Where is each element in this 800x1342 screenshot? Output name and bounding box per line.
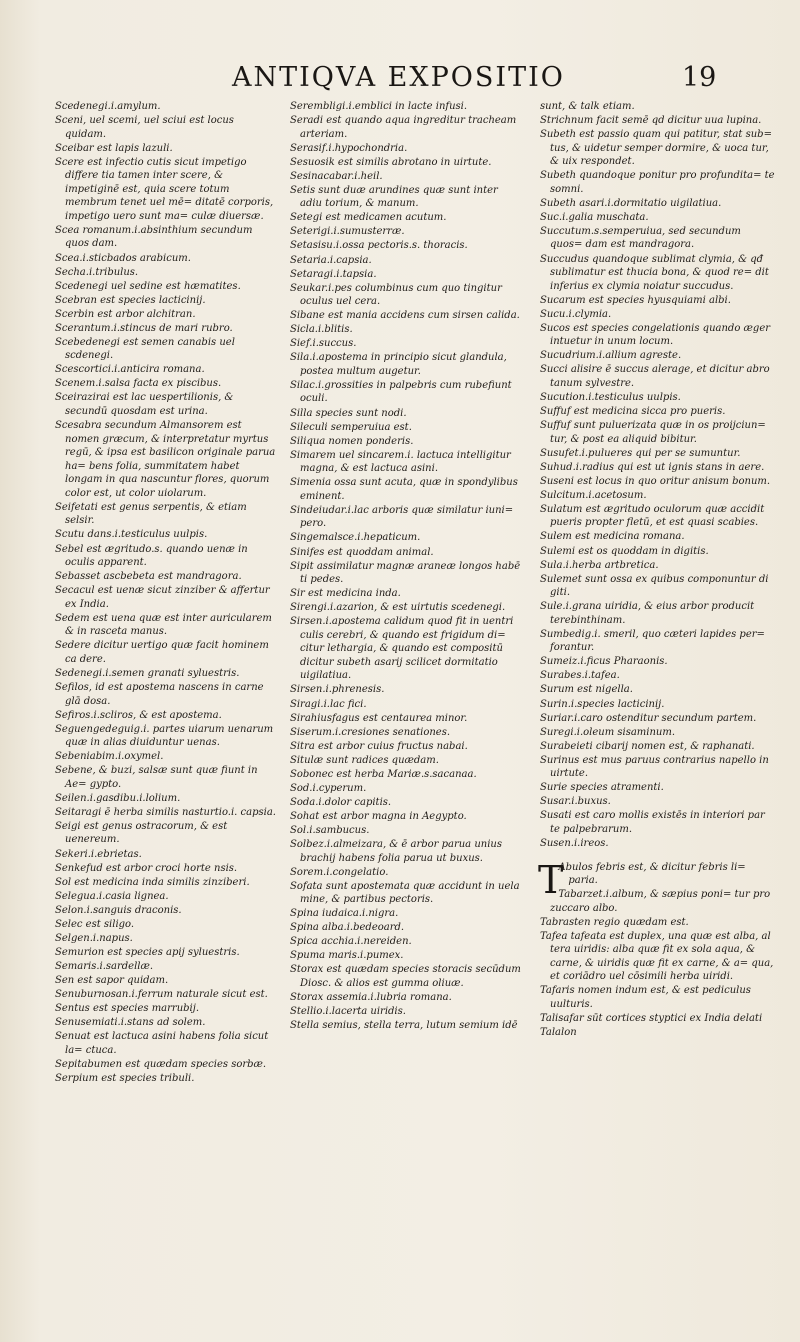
dictionary-entry: Sirengi.i.azarion, & est uirtutis scedenegi.	[290, 602, 506, 614]
dictionary-entry: Senkefud est arbor croci horte nsis.	[55, 862, 238, 874]
dictionary-entry: Sulemi est os quoddam in digitis.	[540, 545, 709, 557]
dictionary-entry: Surin.i.species lacticinij.	[540, 698, 665, 710]
dictionary-entry: Sceirazirai est lac uespertilionis, & secundū quosdam est urina.	[55, 392, 234, 418]
dictionary-entry: Sief.i.succus.	[290, 338, 357, 350]
dictionary-entry: Sula.i.herba artbretica.	[540, 559, 659, 571]
dictionary-entry: Sebene, & buzi, salsæ sunt quæ fiunt in Ae= gypto.	[55, 765, 258, 790]
dictionary-entry: Sicla.i.blitis.	[290, 324, 353, 336]
dictionary-entry: Siliqua nomen ponderis.	[290, 435, 414, 447]
dictionary-entry: Silla species sunt nodi.	[290, 407, 407, 419]
dictionary-entry: Sefilos, id est apostema nascens in carne glā dosa.	[55, 681, 264, 707]
dictionary-entry: Talalon	[540, 1027, 577, 1039]
dictionary-entry: Suffuf sunt puluerizata quæ in os proijciun= tur, & post ea aliquid bibitur.	[540, 420, 766, 445]
dictionary-entry: Sedere dicitur uertigo quæ facit hominem ca dere.	[55, 640, 269, 665]
dictionary-entry: Suhud.i.radius qui est ut ignis stans in aere.	[540, 461, 765, 473]
dictionary-entry: Suffuf est medicina sicca pro pueris.	[540, 406, 726, 418]
dictionary-entry: Seradi est quando aqua ingreditur tracheam arteriam.	[290, 115, 517, 140]
dictionary-entry: Sibane est mania accidens cum sirsen calida.	[290, 310, 520, 322]
dictionary-entry: Talisafar sūt cortices styptici ex India delati	[540, 1013, 763, 1025]
dictionary-entry: Sucution.i.testiculus uulpis.	[540, 391, 681, 403]
dictionary-entry: Surabes.i.tafea.	[540, 670, 620, 682]
dictionary-entry: Sebasset ascbebeta est mandragora.	[55, 571, 242, 583]
dictionary-entry: Solbez.i.almeizara, & ē arbor parua unius brachij habens folia parua ut buxus.	[290, 838, 502, 864]
dictionary-entry: Sekeri.i.ebrietas.	[55, 848, 142, 860]
dictionary-entry: Tabarzet.i.album, & sæpius poni= tur pro zuccaro albo.	[550, 889, 771, 914]
dictionary-entry: Scebran est species lacticinij.	[55, 294, 206, 306]
dictionary-entry: Selgen.i.napus.	[55, 932, 133, 944]
dictionary-entry: Sumeiz.i.ficus Pharaonis.	[540, 656, 668, 668]
dictionary-entry: Sesuosik est similis abrotano in uirtute.	[290, 156, 492, 168]
text-column-right	[540, 100, 776, 1040]
dictionary-entry: Semurion est species apij syluestris.	[55, 946, 240, 958]
dictionary-entry: Simenia ossa sunt acuta, quæ in spondylibus eminent.	[290, 477, 518, 502]
dictionary-entry: Sucu.i.clymia.	[540, 308, 612, 320]
dictionary-entry: Sulemet sunt ossa ex quibus componuntur di giti.	[540, 573, 769, 599]
dictionary-entry: Siragi.i.lac fici.	[290, 698, 367, 710]
dictionary-entry: Suseni est locus in quo oritur anisum bonum.	[540, 475, 771, 487]
dictionary-entry: Suregi.i.oleum sisaminum.	[540, 726, 676, 738]
dictionary-entry: Subeth asari.i.dormitatio uigilatiua.	[540, 197, 722, 209]
dictionary-entry: Setis sunt duæ arundines quæ sunt inter adiu torium, & manum.	[290, 184, 498, 210]
dictionary-entry: Spina iudaica.i.nigra.	[290, 908, 399, 920]
dictionary-entry: Sitra est arbor cuius fructus nabai.	[290, 740, 468, 752]
dictionary-entry: Scerbin est arbor alchitran.	[55, 308, 196, 320]
dictionary-entry: Sefiros.i.scliros, & est apostema.	[55, 709, 222, 721]
dictionary-entry: Spina alba.i.bedeoard.	[290, 922, 405, 934]
dictionary-entry: Surabeieti cibarij nomen est, & raphanati.	[540, 740, 755, 752]
dictionary-entry: Serasif.i.hypochondria.	[290, 142, 408, 154]
dictionary-entry: Senuburnosan.i.ferrum naturale sicut est.	[55, 989, 268, 1000]
dictionary-entry: Sindeiudar.i.lac arboris quæ similatur iuni= pero.	[290, 504, 514, 530]
page-number: 19	[682, 62, 717, 93]
dictionary-entry: Sinifes est quoddam animal.	[290, 546, 434, 558]
dictionary-entry: Selegua.i.casia lignea.	[55, 890, 169, 902]
dictionary-entry: Scea.i.sticbados arabicum.	[55, 252, 191, 264]
dictionary-entry: Sulem est medicina romana.	[540, 531, 685, 543]
dictionary-entry: Stella semius, stella terra, lutum semium idē	[290, 1020, 518, 1032]
dictionary-entry: Seifetati est genus serpentis, & etiam selsir.	[55, 501, 247, 527]
dictionary-entry: Subeth quandoque ponitur pro profundita= te somni.	[540, 170, 775, 195]
dictionary-entry: Senuat est lactuca asini habens folia sicut la= ctuca.	[55, 1031, 269, 1056]
dictionary-entry: Sohat est arbor magna in Aegypto.	[290, 810, 467, 822]
dictionary-entry: Sule.i.grana uiridia, & eius arbor producit terebinthinam.	[540, 601, 755, 626]
dictionary-entry: sunt, & talk etiam.	[540, 101, 635, 112]
dictionary-entry: Sirsen.i.apostema calidum quod fit in uentri culis cerebri, & quando est frigidum di= citur lethargia, & quando est compositū dicitur subeth asarij scilicet dormitatio uigilatiua.	[290, 616, 514, 682]
dictionary-entry: Succi alisire ē succus alerage, et dicitur abro tanum sylvestre.	[540, 364, 770, 389]
dictionary-entry: Scesabra secundum Almansorem est nomen græcum, & interpretatur myrtus regū, & ipsa est basilicon originale parua ha= bens folia, summitatem habet longam in qua nascuntur flores, quorum color est, ut color uiolarum.	[55, 420, 276, 499]
dictionary-entry: Succutum.s.semperuiua, sed secundum quos= dam est mandragora.	[540, 225, 741, 251]
entry-tabulos: Abulos febris est, & dicitur febris li= paria.	[558, 861, 746, 887]
dictionary-entry: Sipit assimilatur magnæ araneæ longos habē ti pedes.	[290, 560, 521, 586]
dictionary-entry: Sileculi semperuiua est.	[290, 421, 412, 433]
dictionary-entry: Serpium est species tribuli.	[55, 1072, 195, 1084]
dictionary-entry: Succudus quandoque sublimat clymia, & qđ sublimatur est thucia bona, & quod re= dit inferius ex clymia noiatur succudus.	[540, 253, 769, 292]
dictionary-entry: Sulatum est ægritudo oculorum quæ accidit pueris propter fletū, et est quasi scabies.	[540, 503, 765, 529]
text-column-left	[55, 100, 277, 1086]
dictionary-entry: Sol est medicina inda similis zinziberi.	[55, 876, 250, 888]
dictionary-entry: Suriar.i.caro ostenditur secundum partem.	[540, 712, 757, 724]
dictionary-entry: Scebedenegi est semen canabis uel scdenegi.	[55, 336, 235, 362]
dictionary-entry: Spica acchia.i.nereiden.	[290, 936, 412, 948]
running-title: ANTIQVA EXPOSITIO	[232, 62, 565, 93]
dictionary-entry: Tafea tafeata est duplex, una quæ est alba, al tera uiridis: alba quæ fit ex sola aqua, & carne, & uiridis quæ fit ex carne, & a= qua, et coriādro uel cōsimili herba uiridi.	[540, 930, 774, 983]
dictionary-entry: Setegi est medicamen acutum.	[290, 212, 447, 224]
dictionary-entry: Sebel est ægritudo.s. quando uenæ in oculis apparent.	[55, 543, 248, 569]
dictionary-entry: Spuma maris.i.pumex.	[290, 950, 404, 962]
dictionary-entry: Tafaris nomen indum est, & est pediculus uulturis.	[540, 985, 751, 1010]
dictionary-entry: Situlæ sunt radices quædam.	[290, 754, 439, 766]
dictionary-entry: Storax assemia.i.lubria romana.	[290, 992, 452, 1003]
dictionary-entry: Scere est infectio cutis sicut impetigo differe tia tamen inter scere, & impetiginē est, quia scere totum membrum tenet uel mē= ditatē corporis, impetigo uero sunt ma= culæ diuersæ.	[55, 156, 274, 222]
dictionary-entry: Selec est siligo.	[55, 918, 135, 930]
dictionary-entry: Setasisu.i.ossa pectoris.s. thoracis.	[290, 240, 468, 252]
dictionary-entry: Scedenegi.i.amylum.	[55, 101, 161, 112]
dictionary-entry: Sol.i.sambucus.	[290, 824, 370, 836]
dictionary-entry: Secacul est uenæ sicut zinziber & affertur ex India.	[55, 585, 270, 610]
dictionary-entry: Selon.i.sanguis draconis.	[55, 904, 182, 916]
dictionary-entry: Surie species atramenti.	[540, 782, 664, 794]
dictionary-entry: Siserum.i.cresiones senationes.	[290, 726, 451, 738]
dictionary-entry: Sulcitum.i.acetosum.	[540, 489, 647, 501]
dictionary-entry: Semaris.i.sardellæ.	[55, 960, 154, 972]
dictionary-entry: Susati est caro mollis existēs in interiori par te palpebrarum.	[540, 810, 765, 835]
dictionary-entry: Seilen.i.gasdibu.i.lolium.	[55, 792, 181, 804]
dictionary-entry: Scenem.i.salsa facta ex piscibus.	[55, 378, 222, 390]
dictionary-entry: Subeth est passio quam qui patitur, stat sub= tus, & uidetur semper dormire, & uoca tur, & uix respondet.	[540, 129, 772, 168]
dictionary-entry: Sirahiusfagus est centaurea minor.	[290, 712, 468, 724]
dictionary-entry: Sorem.i.congelatio.	[290, 866, 389, 878]
dictionary-entry: Sedem est uena quæ est inter auricularem & in rasceta manus.	[55, 612, 272, 638]
dictionary-entry: Seguengedeguig.i. partes uiarum uenarum quæ in alias diuiduntur uenas.	[55, 723, 274, 749]
dictionary-entry: Susar.i.buxus.	[540, 796, 611, 808]
dictionary-entry: Senusemiati.i.stans ad solem.	[55, 1017, 206, 1029]
dictionary-entry: Surinus est mus paruus contrarius napello in uirtute.	[540, 754, 769, 780]
dictionary-entry: Serembligi.i.emblici in lacte infusi.	[290, 101, 468, 112]
dictionary-entry: Simarem uel sincarem.i. lactuca intelligitur magna, & est lactuca asini.	[290, 449, 511, 475]
section-t	[538, 857, 776, 1040]
dictionary-entry: Storax est quædam species storacis secūdum Diosc. & alios est gumma oliuæ.	[290, 964, 521, 989]
dictionary-entry: Scerantum.i.stincus de mari rubro.	[55, 322, 233, 334]
dictionary-entry: Stellio.i.lacerta uiridis.	[290, 1006, 406, 1018]
dictionary-entry: Scea romanum.i.absinthium secundum quos dam.	[55, 224, 253, 250]
dictionary-entry: Sila.i.apostema in principio sicut glandula, postea multum augetur.	[290, 352, 507, 377]
dictionary-entry: Sen est sapor quidam.	[55, 974, 169, 986]
dictionary-entry: Sumbedig.i. smeril, quo cæteri lapides per= forantur.	[540, 628, 765, 654]
dictionary-entry: Sirsen.i.phrenesis.	[290, 684, 385, 696]
dictionary-entry: Seterigi.i.sumusterræ.	[290, 226, 405, 238]
dictionary-entry: Seigi est genus ostracorum, & est uenereum.	[55, 820, 228, 846]
dictionary-entry: Setaragi.i.tapsia.	[290, 268, 377, 280]
dictionary-entry: Sucos est species congelationis quando æger intuetur in unum locum.	[540, 322, 771, 348]
text-column-middle	[290, 100, 522, 1033]
dictionary-entry: Sod.i.cyperum.	[290, 782, 367, 794]
dictionary-entry: Silac.i.grossities in palpebris cum rubefiunt oculi.	[290, 379, 512, 405]
dictionary-entry: Sentus est species marrubij.	[55, 1003, 200, 1015]
dictionary-entry: Setaria.i.capsia.	[290, 254, 372, 266]
dictionary-entry: Secha.i.tribulus.	[55, 266, 139, 278]
dictionary-entry: Scutu dans.i.testiculus uulpis.	[55, 529, 208, 541]
dictionary-entry: Soda.i.dolor capitis.	[290, 796, 392, 808]
dictionary-entry: Susufet.i.pulueres qui per se sumuntur.	[540, 447, 741, 459]
dictionary-entry: Tabrasten regio quædam est.	[540, 916, 689, 928]
dictionary-entry: Seukar.i.pes columbinus cum quo tingitur oculus uel cera.	[290, 282, 502, 308]
dictionary-entry: Strichnum facit semē qd dicitur uua lupina.	[540, 115, 762, 127]
dictionary-entry: Sebeniabim.i.oxymel.	[55, 751, 164, 763]
entries-s	[540, 100, 776, 851]
dictionary-entry: Sesinacabar.i.heil.	[290, 170, 383, 182]
dictionary-entry: Sedenegi.i.semen granati syluestris.	[55, 667, 240, 679]
dictionary-entry: Sobonec est herba Mariæ.s.sacanaa.	[290, 768, 477, 780]
dictionary-entry: Sucarum est species hyusquiami albi.	[540, 294, 731, 306]
dictionary-entry: Scescortici.i.anticira romana.	[55, 364, 205, 376]
dictionary-entry: Scedenegi uel sedine est hæmatites.	[55, 280, 241, 292]
dictionary-entry: Surum est nigella.	[540, 684, 633, 696]
dictionary-entry: Sofata sunt apostemata quæ accidunt in uela mine, & partibus pectoris.	[290, 880, 520, 906]
page-header	[0, 62, 800, 102]
entries-t	[540, 888, 776, 1040]
dictionary-entry: Suc.i.galia muschata.	[540, 211, 649, 223]
dictionary-entry: Sir est medicina inda.	[290, 588, 401, 600]
dictionary-entry: Sucudrium.i.allium agreste.	[540, 350, 682, 362]
drop-cap-t: T	[538, 857, 564, 902]
dictionary-entry: Sepitabumen est quædam species sorbæ.	[55, 1058, 267, 1070]
dictionary-entry: Susen.i.ireos.	[540, 837, 609, 849]
dictionary-entry: Sceni, uel scemi, uel sciui est locus quidam.	[55, 115, 234, 140]
dictionary-entry: Seitaragi ē herba similis nasturtio.i. capsia.	[55, 806, 276, 818]
dictionary-entry: Singemalsce.i.hepaticum.	[290, 532, 421, 544]
dictionary-entry: Sceibar est lapis lazuli.	[55, 142, 173, 154]
